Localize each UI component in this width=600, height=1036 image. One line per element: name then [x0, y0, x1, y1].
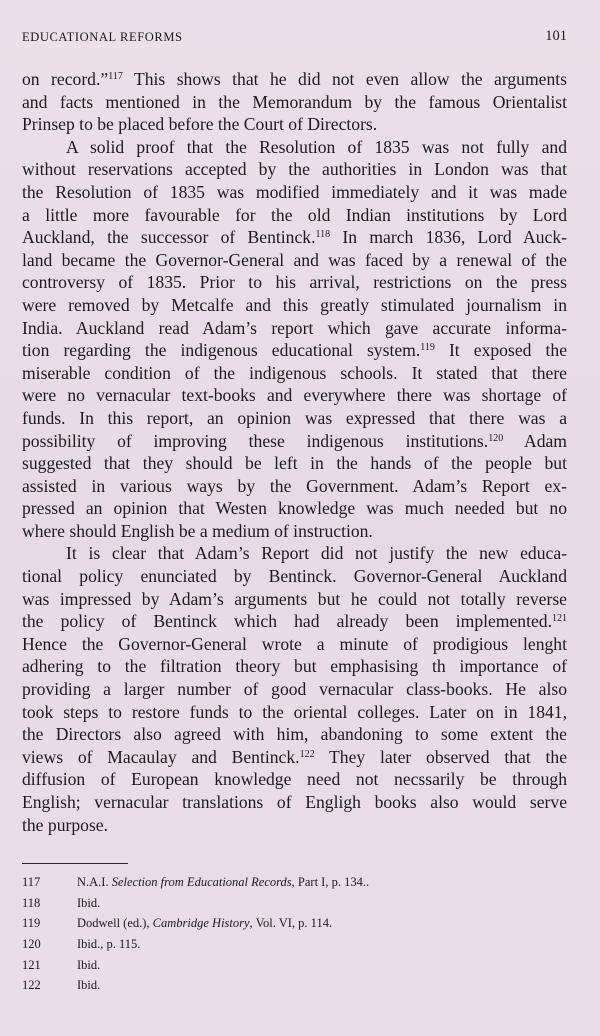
- text-run: India. Auckland read Adam’s report which gave accurate informa-: [22, 317, 567, 338]
- text-run: providing a larger number of good vernacular class-books. He also: [22, 679, 567, 700]
- text-run: pressed an opinion that Westen knowledge was much needed but no: [22, 498, 567, 519]
- text-run: It exposed the: [434, 340, 567, 361]
- footnote: [22, 975, 567, 996]
- footnote-number: 118: [22, 895, 41, 910]
- text-line: [22, 791, 567, 814]
- text-line: [22, 475, 567, 498]
- text-run: on record.”: [22, 69, 109, 89]
- footnote-number: 120: [22, 937, 41, 952]
- footnote: [22, 955, 567, 976]
- text-run: It is clear that Adam’s Report did not justify the new educa-: [66, 543, 567, 564]
- text-run: funds. In this report, an opinion was expressed that there was a: [22, 407, 567, 428]
- text-run: were no vernacular text-books and everywhere there was shortage of: [22, 385, 567, 406]
- footnote-reference: 120: [488, 432, 504, 444]
- footnote-reference: 119: [420, 342, 435, 354]
- text-run: the purpose.: [22, 814, 108, 835]
- text-run: English; vernacular translations of Engligh books also would serve: [22, 792, 567, 812]
- text-run: possibility of improving these indigenous institutions.: [22, 430, 489, 451]
- text-line: [22, 497, 567, 520]
- text-run: assisted in various ways by the Government. Adam’s Report ex-: [22, 475, 567, 496]
- footnote: [22, 872, 567, 893]
- text-line: [22, 678, 567, 701]
- footnote-reference: 118: [315, 229, 331, 241]
- footnote-reference: 122: [299, 748, 315, 760]
- footnote-number: 121: [22, 957, 41, 972]
- text-line: [22, 565, 567, 588]
- text-run: controversy of 1835. Prior to his arrival, restrictions on the press: [22, 272, 567, 293]
- text-run: adhering to the filtration theory but emphasising th importance of: [22, 656, 567, 677]
- footnote-text: N.A.I. Selection from Educational Records, Part I, p. 134..: [77, 875, 370, 889]
- footnote: [22, 893, 567, 914]
- text-line: [22, 271, 567, 294]
- text-line: [22, 249, 567, 272]
- text-line: [22, 610, 567, 633]
- text-run: A solid proof that the Resolution of 1835 was not fully and: [66, 136, 567, 157]
- text-line: [22, 768, 567, 791]
- text-run: This shows that he did not even allow the arguments: [122, 69, 567, 89]
- footnote-title: Cambridge History: [152, 916, 250, 931]
- text-run: miserable condition of the indigenous schools. It stated that there: [22, 362, 567, 383]
- text-run: where should English be a medium of instruction.: [22, 520, 373, 541]
- text-run: They later observed that the: [314, 746, 567, 767]
- text-line: [22, 136, 567, 159]
- text-line: [22, 723, 567, 746]
- text-run: Hence the Governor-General wrote a minute of prodigious lenght: [22, 633, 567, 654]
- body-text: [22, 68, 567, 836]
- text-line: [22, 317, 567, 340]
- text-run: In march 1836, Lord Auck-: [330, 227, 568, 248]
- text-run: Adam: [503, 430, 567, 451]
- text-line: [22, 542, 567, 565]
- footnote-text: Ibid., p. 115.: [77, 937, 141, 952]
- text-line: [22, 91, 567, 114]
- text-run: the Directors also agreed with him, abandoning to some extent the: [22, 724, 567, 745]
- footnote-number: 119: [22, 916, 41, 931]
- text-run: views of Macaulay and Bentinck.: [22, 746, 300, 767]
- text-line: [22, 814, 567, 837]
- text-line: [22, 181, 567, 204]
- text-line: [22, 430, 567, 453]
- footnote-number: 122: [22, 978, 41, 993]
- footnote-text: Ibid.: [77, 957, 101, 972]
- text-line: [22, 68, 567, 91]
- text-line: [22, 294, 567, 317]
- footnote-text: Dodwell (ed.), Cambridge History, Vol. VI, p. 114.: [77, 916, 333, 931]
- text-run: a little more favourable for the old Indian institutions by Lord: [22, 204, 567, 225]
- paragraph: [22, 542, 567, 836]
- text-run: without reservations accepted by the authorities in London was that: [22, 159, 567, 180]
- text-line: [22, 204, 567, 227]
- text-line: [22, 113, 567, 136]
- text-line: [22, 520, 567, 543]
- text-run: took steps to restore funds to the oriental colleges. Later on in 1841,: [22, 701, 567, 722]
- running-head: EDUCATIONAL REFORMS: [22, 30, 183, 44]
- footnote-rule: [22, 863, 128, 864]
- footnote-text: Ibid.: [77, 895, 101, 910]
- paragraph: [22, 68, 567, 136]
- footnote-reference: 121: [552, 613, 567, 625]
- text-run: was impressed by Adam’s arguments but he could not totally reverse: [22, 588, 567, 609]
- text-run: tion regarding the indigenous educational system.: [22, 340, 421, 361]
- paragraph: [22, 136, 567, 543]
- text-run: the Resolution of 1835 was modified immediately and it was made: [22, 181, 567, 202]
- text-run: tional policy enunciated by Bentinck. Governor-General Auckland: [22, 566, 567, 587]
- text-run: diffusion of European knowledge need not necssarily be through: [22, 769, 567, 790]
- footnote-title: Selection from Educational Records: [111, 875, 292, 889]
- text-line: [22, 407, 567, 430]
- text-line: [22, 384, 567, 407]
- text-line: [22, 226, 567, 249]
- footnote-text: Ibid.: [77, 978, 101, 993]
- text-line: [22, 655, 567, 678]
- text-line: [22, 701, 567, 724]
- text-run: the policy of Bentinck which had already been implemented.: [22, 611, 552, 632]
- text-run: Prinsep to be placed before the Court of Directors.: [22, 114, 378, 135]
- text-run: were removed by Metcalfe and this greatly stimulated journalism in: [22, 294, 567, 315]
- text-run: land became the Governor-General and was faced by a renewal of the: [22, 249, 567, 270]
- footnote-reference: 117: [108, 71, 123, 82]
- text-run: Auckland, the successor of Bentinck.: [22, 227, 316, 248]
- text-line: [22, 746, 567, 769]
- text-line: [22, 452, 567, 475]
- footnote-number: 117: [22, 875, 41, 889]
- text-line: [22, 339, 567, 362]
- text-line: [22, 588, 567, 611]
- footnotes: [22, 872, 567, 996]
- footnote: [22, 913, 567, 934]
- text-line: [22, 633, 567, 656]
- footnote: [22, 934, 567, 955]
- text-run: and facts mentioned in the Memorandum by the famous Orientalist: [22, 91, 567, 112]
- text-line: [22, 158, 567, 181]
- text-run: suggested that they should be left in the hands of the people but: [22, 453, 567, 474]
- text-line: [22, 362, 567, 385]
- page-number: 101: [545, 28, 567, 44]
